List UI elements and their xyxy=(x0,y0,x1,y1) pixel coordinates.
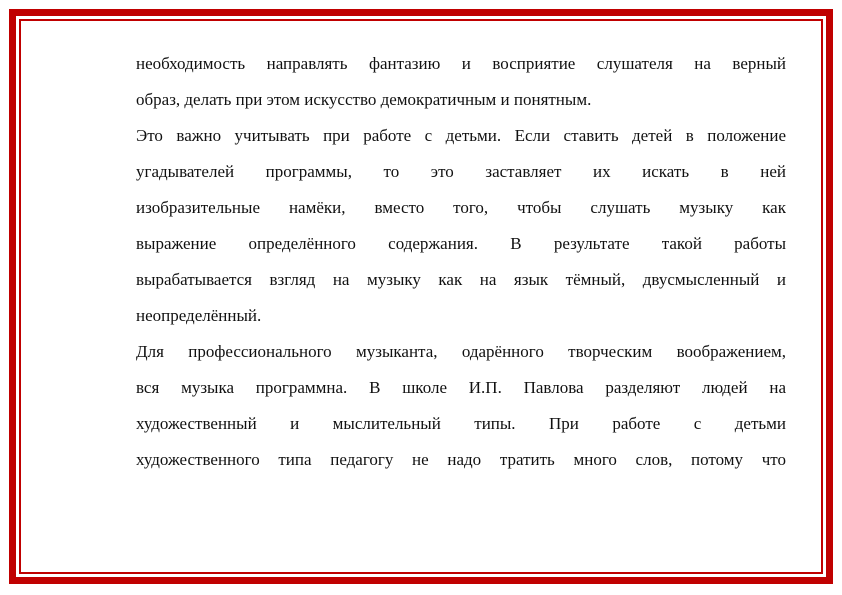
text-line: Это важно учитывать при работе с детьми. Если ставить детей в положение xyxy=(136,126,786,145)
text-line: художественного типа педагогу не надо тратить много слов, потому что xyxy=(136,450,786,469)
text-line: вся музыка программна. В школе И.П. Павлова разделяют людей на xyxy=(136,378,786,397)
body-text xyxy=(136,46,786,478)
text-line: изобразительные намёки, вместо того, чтобы слушать музыку как xyxy=(136,198,786,217)
text-line: Для профессионального музыканта, одарённого творческим воображением, xyxy=(136,342,786,361)
text-line: неопределённый. xyxy=(136,306,262,325)
text-line: вырабатывается взгляд на музыку как на язык тёмный, двусмысленный и xyxy=(136,270,786,289)
text-line: выражение определённого содержания. В результате такой работы xyxy=(136,234,786,253)
text-line: необходимость направлять фантазию и восприятие слушателя на верный xyxy=(136,54,786,73)
text-line: угадывателей программы, то это заставляет их искать в ней xyxy=(136,162,786,181)
text-line: художественный и мыслительный типы. При работе с детьми xyxy=(136,414,786,433)
text-line: образ, делать при этом искусство демократичным и понятным. xyxy=(136,90,592,109)
